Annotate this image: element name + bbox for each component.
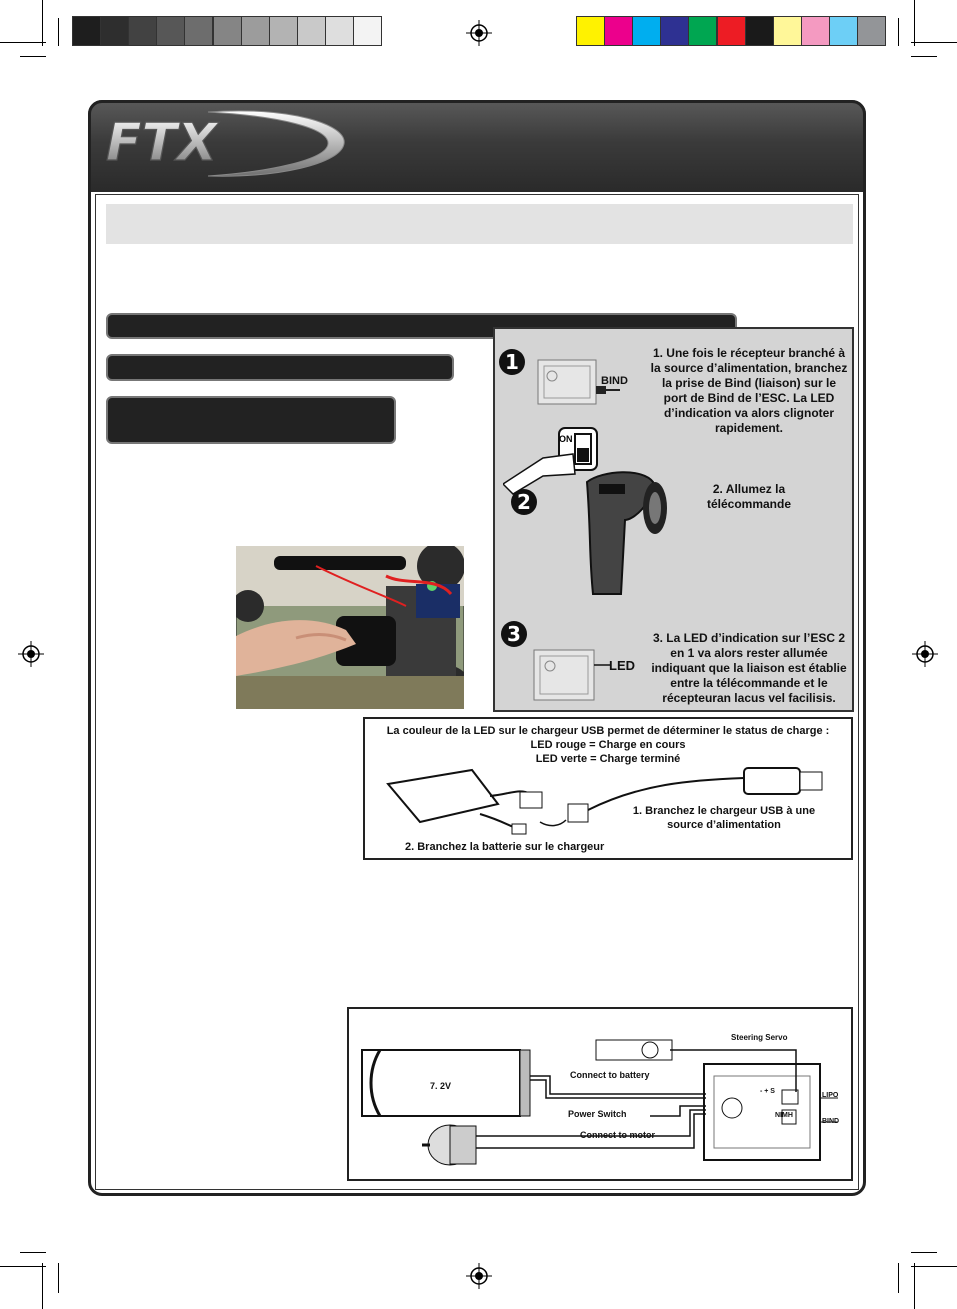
- color-swatch: [801, 16, 830, 46]
- registration-mark-icon: [912, 641, 938, 667]
- bind-label: BIND: [601, 375, 628, 387]
- subsection-heading-box: [106, 396, 396, 444]
- title-band: [106, 204, 853, 244]
- connect-battery-label: Connect to battery: [570, 1070, 650, 1080]
- registration-mark-icon: [466, 20, 492, 46]
- gray-swatch: [72, 16, 101, 46]
- connect-motor-label: Connect to motor: [580, 1130, 655, 1140]
- crop-mark: [911, 42, 957, 43]
- color-swatch: [632, 16, 661, 46]
- lipo-label: LIPO: [822, 1092, 839, 1099]
- color-swatch: [857, 16, 886, 46]
- color-swatch: [576, 16, 605, 46]
- ftx-logo: [98, 104, 354, 184]
- crop-mark: [914, 1263, 915, 1309]
- power-switch-label: Power Switch: [568, 1109, 627, 1119]
- led-red-line: LED rouge = Charge en cours: [530, 739, 686, 751]
- esc-led-illustration: [532, 648, 612, 704]
- color-swatch: [717, 16, 746, 46]
- gray-swatch: [213, 16, 242, 46]
- color-swatch: [660, 16, 689, 46]
- led-green-line: LED verte = Charge terminé: [535, 753, 681, 765]
- step-1-number: 1: [499, 349, 525, 375]
- registration-mark-icon: [18, 641, 44, 667]
- crop-mark: [914, 0, 915, 46]
- gray-swatch: [156, 16, 185, 46]
- step-3-number: 3: [501, 621, 527, 647]
- bind-plug-photo: [236, 546, 464, 709]
- crop-mark: [58, 18, 59, 46]
- gray-swatch: [241, 16, 270, 46]
- color-swatch: [773, 16, 802, 46]
- on-label: ON: [559, 434, 573, 444]
- crop-mark: [20, 56, 46, 57]
- crop-mark: [42, 0, 43, 46]
- gray-swatch: [128, 16, 157, 46]
- gray-swatch: [100, 16, 129, 46]
- nimh-label: NIMH: [775, 1112, 793, 1119]
- gray-swatch: [269, 16, 298, 46]
- polarity-label: - + S: [760, 1088, 775, 1095]
- step-2-number: 2: [511, 489, 537, 515]
- svg-text:FTX: FTX: [106, 113, 218, 173]
- crop-mark: [0, 42, 46, 43]
- gray-swatch: [184, 16, 213, 46]
- crop-mark: [20, 1252, 46, 1253]
- color-swatch: [829, 16, 858, 46]
- crop-mark: [911, 56, 937, 57]
- crop-mark: [898, 1263, 899, 1293]
- step-2-text: 2. Allumez la télécommande: [706, 482, 792, 511]
- color-swatch: [688, 16, 717, 46]
- transmitter-illustration: [503, 424, 673, 602]
- gray-swatch: [297, 16, 326, 46]
- crop-mark: [0, 1266, 46, 1267]
- charger-step-1: 1. Branchez le chargeur USB à une source d’alimentation: [632, 805, 816, 831]
- step-1-text: 1. Une fois le récepteur branché à la source d’alimentation, branchez la prise de Bind (liaison) sur le port de Bind de l’ESC. La LED d’indication va alors clignoter rapidement.: [650, 346, 848, 435]
- steering-servo-label: Steering Servo: [731, 1033, 788, 1042]
- crop-mark: [42, 1263, 43, 1309]
- crop-mark: [898, 18, 899, 46]
- battery-voltage-label: 7. 2V: [430, 1081, 452, 1091]
- bind-port-label: BIND: [822, 1118, 840, 1125]
- crop-mark: [911, 1252, 937, 1253]
- charger-step-2: 2. Branchez la batterie sur le chargeur: [405, 841, 605, 853]
- gray-swatch: [353, 16, 382, 46]
- step-3-text: 3. La LED d’indication sur l’ESC 2 en 1 va alors rester allumée indiquant que la liaison est établie entre la télécommande et le récepteuran lacus vel facilisis.: [651, 631, 847, 705]
- color-swatch: [604, 16, 633, 46]
- color-swatch: [745, 16, 774, 46]
- gray-swatch: [325, 16, 354, 46]
- subsection-heading-bar: [106, 354, 454, 381]
- registration-mark-icon: [466, 1263, 492, 1289]
- charger-status-line: La couleur de la LED sur le chargeur USB permet de déterminer le status de charge :: [386, 725, 830, 737]
- crop-mark: [58, 1263, 59, 1293]
- crop-mark: [911, 1266, 957, 1267]
- led-label: LED: [609, 658, 635, 673]
